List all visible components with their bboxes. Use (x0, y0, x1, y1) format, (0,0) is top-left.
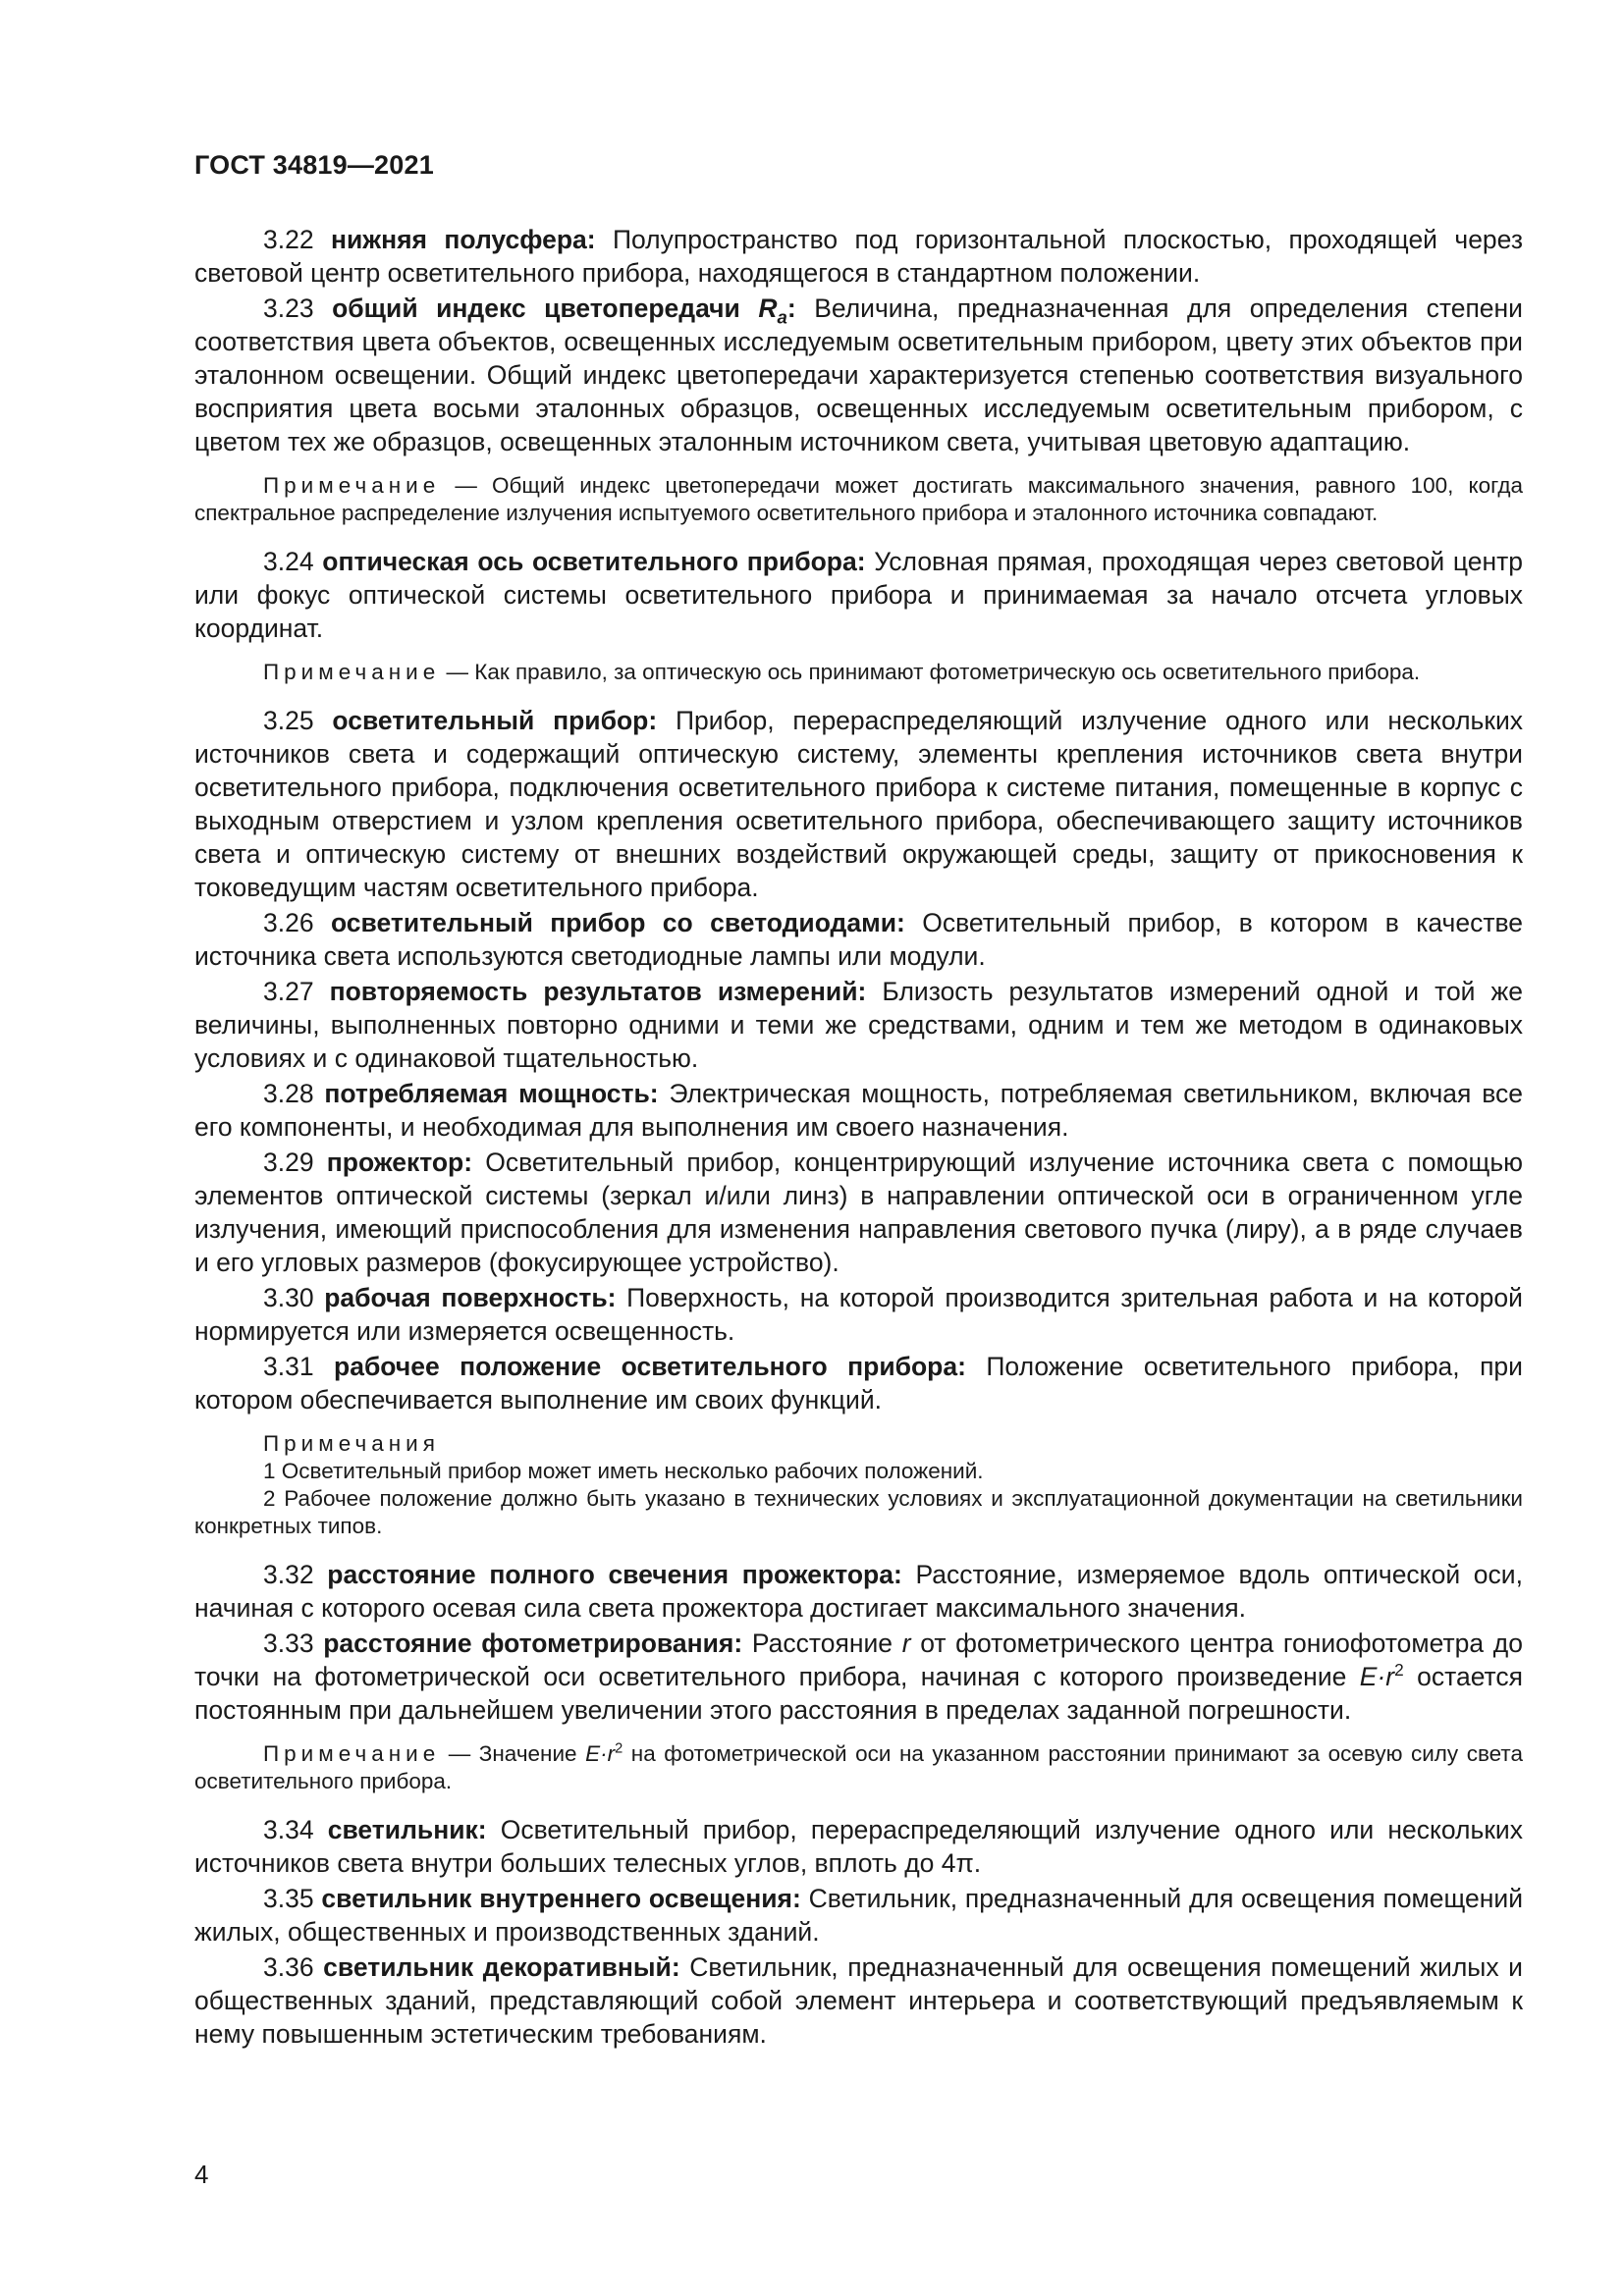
term-3-32 (194, 1558, 1523, 1625)
term-definition: Расстояние, измеряемое вдоль оптической оси, начиная с которого осевая сила света прожектора достигает максимального значения. (194, 1560, 1523, 1623)
term-definition: Величина, предназначенная для определения степени соответствия цвета объектов, освещенных исследуемым осветительным прибором, цвету этих объектов при эталонном освещении. Общий индекс цветопередачи характеризуется степенью соответствия визуального восприятия цвета восьми эталонных образцов, освещенных исследуемым осветительным прибором, с цветом тех же образцов, освещенных эталонным источником света, учитывая цветовую адаптацию. (194, 294, 1523, 456)
term-definition: Близость результатов измерений одной и той же величины, выполненных повторно одними и теми же средствами, одним и тем же методом в одинаковых условиях и с одинаковой тщательностью. (194, 977, 1523, 1073)
term-number: 3.25 (263, 706, 314, 735)
formula-er: E·r (1359, 1662, 1395, 1691)
term-name: осветительный прибор со светодиодами: (330, 908, 905, 937)
term-name: светильник декоративный: (323, 1952, 680, 1982)
term-number: 3.28 (263, 1079, 314, 1108)
note-text: — Общий индекс цветопередачи может достигать максимального значения, равного 100, когда спектральное распределение излучения испытуемого осветительного прибора и эталонного источника совпадают. (194, 473, 1523, 525)
term-3-34 (194, 1813, 1523, 1880)
term-definition: Электрическая мощность, потребляемая светильником, включая все его компоненты, и необходимая для выполнения им своего назначения. (194, 1079, 1523, 1142)
note-label: Примечание (263, 1741, 441, 1766)
note-label: Примечание (263, 473, 441, 498)
note-item-1: 1 Осветительный прибор может иметь несколько рабочих положений. (263, 1459, 984, 1483)
term-3-25 (194, 704, 1523, 904)
formula-exponent: 2 (615, 1740, 623, 1757)
term-definition: Светильник, предназначенный для освещения помещений жилых и общественных зданий, представляющий собой элемент интерьера и соответствующий предъявляемым к нему повышенным эстетическим требованиям. (194, 1952, 1523, 2049)
document-body (194, 223, 1523, 2053)
term-name: рабочая поверхность: (324, 1283, 617, 1312)
term-number: 3.33 (263, 1629, 314, 1658)
term-number: 3.23 (263, 294, 314, 323)
term-definition: Осветительный прибор, перераспределяющий излучение одного или нескольких источников света внутри больших телесных углов, вплоть до 4π. (194, 1815, 1523, 1878)
term-name: оптическая ось осветительного прибора: (322, 547, 866, 576)
note-text-part-b: на фотометрической оси на указанном расстоянии принимают за осевую силу света осветительного прибора. (194, 1741, 1523, 1793)
term-definition-part-a: Расстояние (751, 1629, 893, 1658)
term-name: расстояние полного свечения прожектора: (327, 1560, 902, 1589)
term-definition: Прибор, перераспределяющий излучение одного или нескольких источников света и содержащий оптическую систему, элементы крепления источников света внутри осветительного прибора, подключения осветительного прибора к системе питания, помещенные в корпус с выходным отверстием и узлом крепления осветительного прибора, обеспечивающего защиту источников света и оптическую систему от внешних воздействий окружающей среды, защиту от прикосновения к токоведущим частям осветительного прибора. (194, 706, 1524, 902)
term-definition: Условная прямая, проходящая через световой центр или фокус оптической системы осветительного прибора и принимаемая за начало отсчета угловых координат. (194, 547, 1523, 643)
term-name: светильник внутреннего освещения: (321, 1884, 801, 1913)
term-symbol-subscript: a (777, 306, 787, 328)
term-3-35 (194, 1882, 1523, 1949)
note-item-2: 2 Рабочее положение должно быть указано в технических условиях и эксплуатационной документации на светильники конкретных типов. (194, 1486, 1523, 1538)
notes-label: Примечания (263, 1431, 440, 1456)
formula-er: E·r (585, 1741, 616, 1766)
term-number: 3.35 (263, 1884, 314, 1913)
term-3-36 (194, 1950, 1523, 2051)
term-3-23 (194, 292, 1523, 458)
variable-r: r (901, 1629, 911, 1658)
term-number: 3.27 (263, 977, 314, 1006)
note-label: Примечание (263, 660, 441, 684)
term-3-26 (194, 906, 1523, 973)
term-number: 3.36 (263, 1952, 314, 1982)
term-3-30 (194, 1281, 1523, 1348)
term-definition: Положение осветительного прибора, при котором обеспечивается выполнение им своих функций. (194, 1352, 1523, 1415)
term-definition-part-c: остается постоянным при дальнейшем увеличении этого расстояния в пределах заданной погрешности. (194, 1662, 1523, 1725)
term-number: 3.22 (263, 225, 314, 254)
term-definition: Светильник, предназначенный для освещения помещений жилых, общественных и производственных зданий. (194, 1884, 1523, 1947)
term-definition-part-b: от фотометрического центра гониофотометра до точки на фотометрической оси осветительного прибора, начиная с которого произведение (194, 1629, 1523, 1691)
term-number: 3.26 (263, 908, 314, 937)
note-3-23 (194, 472, 1523, 527)
term-number: 3.30 (263, 1283, 314, 1312)
term-3-24 (194, 545, 1523, 645)
term-3-29 (194, 1146, 1523, 1279)
term-3-28 (194, 1077, 1523, 1144)
term-symbol: R (758, 294, 778, 323)
term-3-27 (194, 975, 1523, 1075)
term-number: 3.34 (263, 1815, 314, 1844)
note-3-33 (194, 1740, 1523, 1795)
term-name: общий индекс цветопередачи (332, 294, 740, 323)
term-definition: Поверхность, на которой производится зрительная работа и на которой нормируется или измеряется освещенность. (194, 1283, 1523, 1346)
page-number: 4 (194, 2160, 209, 2189)
term-definition: Осветительный прибор, концентрирующий излучение источника света с помощью элементов оптической системы (зеркал и/или линз) в направлении оптической оси в ограниченном угле излучения, имеющий приспособления для изменения направления светового пучка (лиру), а в ряде случаев и его угловых размеров (фокусирующее устройство). (194, 1148, 1523, 1277)
formula-exponent: 2 (1394, 1660, 1404, 1681)
term-name: нижняя полусфера: (330, 225, 596, 254)
term-name: прожектор: (326, 1148, 473, 1177)
term-definition: Осветительный прибор, в котором в качестве источника света используются светодиодные лампы или модули. (194, 908, 1523, 971)
note-text-part-a: — Значение (448, 1741, 577, 1766)
term-number: 3.32 (263, 1560, 314, 1589)
note-text: — Как правило, за оптическую ось принимают фотометрическую ось осветительного прибора. (446, 660, 1421, 684)
term-name: рабочее положение осветительного прибора: (334, 1352, 966, 1381)
document-header: ГОСТ 34819—2021 (194, 150, 434, 180)
term-number: 3.31 (263, 1352, 314, 1381)
term-colon: : (786, 294, 796, 323)
term-name: расстояние фотометрирования: (323, 1629, 743, 1658)
term-number: 3.24 (263, 547, 314, 576)
term-name: осветительный прибор: (332, 706, 658, 735)
term-3-22 (194, 223, 1523, 290)
term-3-31 (194, 1350, 1523, 1416)
term-name: повторяемость результатов измерений: (329, 977, 867, 1006)
note-3-24 (194, 659, 1523, 686)
term-3-33 (194, 1627, 1523, 1727)
term-number: 3.29 (263, 1148, 314, 1177)
notes-3-31 (194, 1430, 1523, 1540)
term-definition: Полупространство под горизонтальной плоскостью, проходящей через световой центр осветительного прибора, находящегося в стандартном положении. (194, 225, 1523, 288)
term-name: светильник: (327, 1815, 487, 1844)
term-name: потребляемая мощность: (324, 1079, 659, 1108)
